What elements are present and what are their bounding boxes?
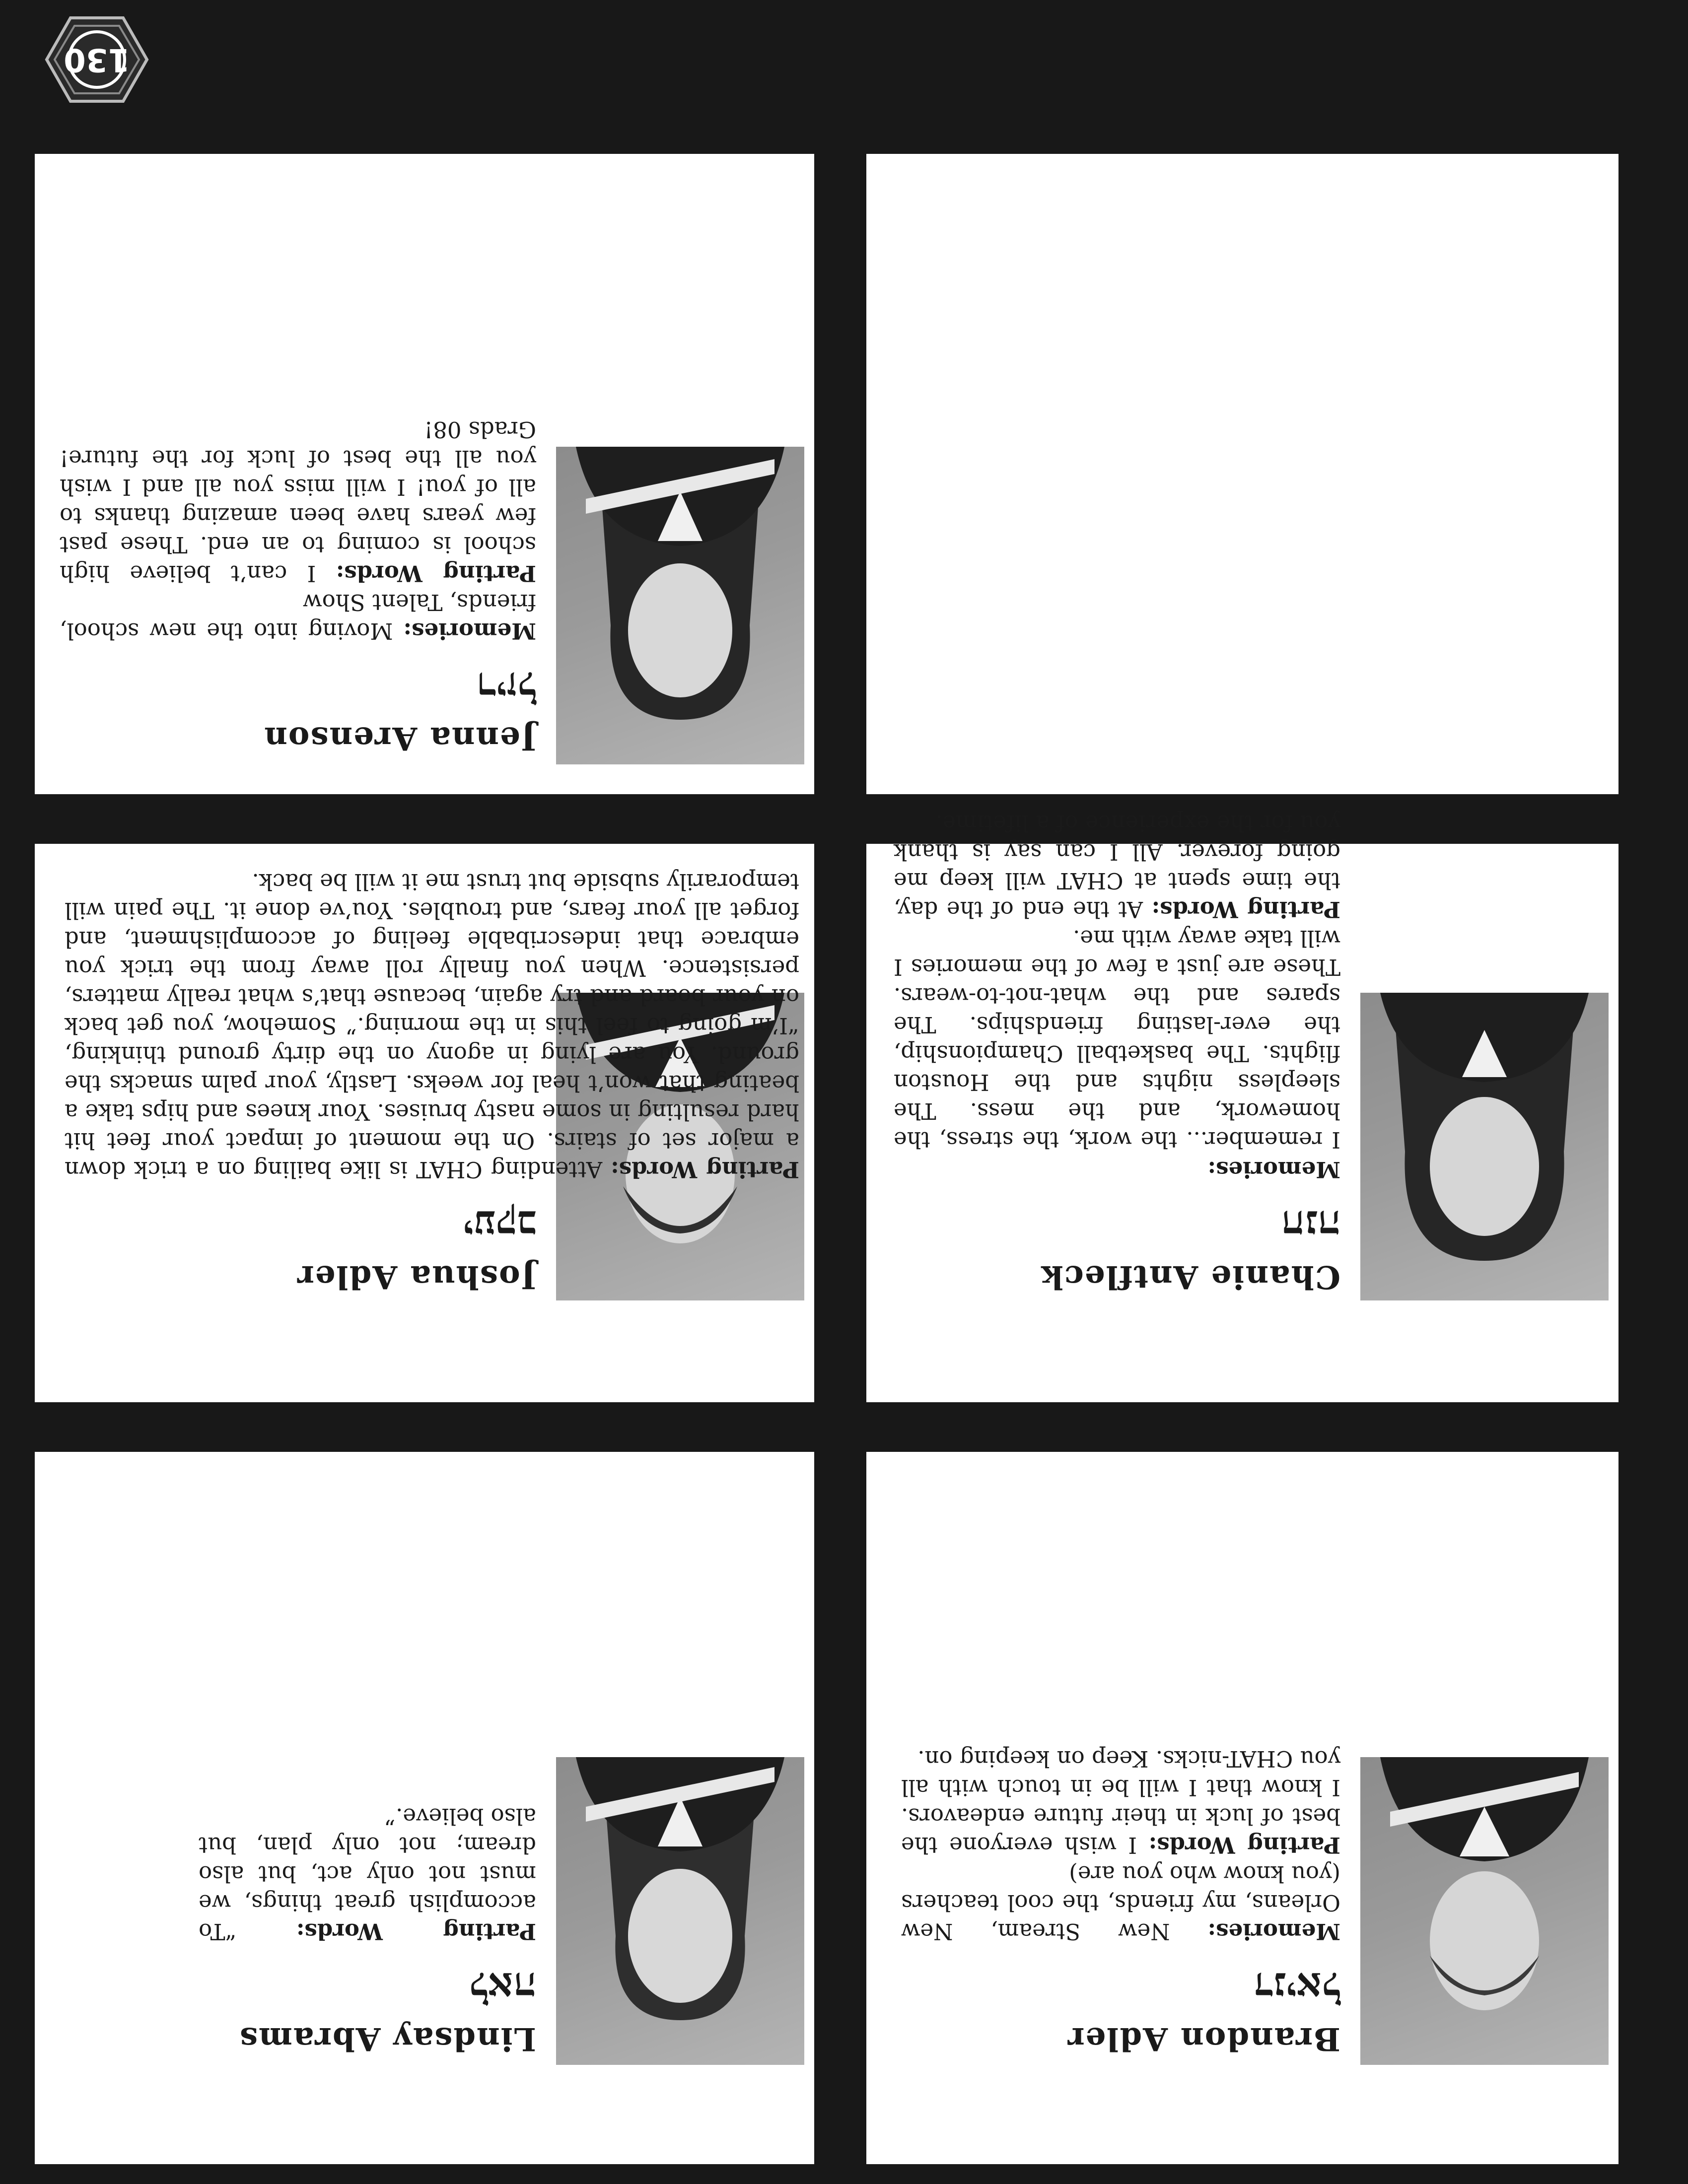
hebrew-name: חנה	[1281, 1202, 1340, 1248]
frame-bottom	[0, 0, 1688, 154]
memories-text: Moving into the new school, friends, Talent Show	[60, 589, 536, 644]
portrait-photo-jenna	[556, 447, 804, 764]
student-card-jenna	[35, 154, 814, 794]
card-text-upper	[65, 867, 799, 1184]
parting-words-text: Attending CHAT is like bailing on a trick down a major set of stairs. On the moment of impact your feet hit hard resulting in some nasty bruises. Your knees and hips take a beating that won’t heal for weeks. Lastly, your palm smacks the ground. You are lying in agony on the dirty ground thinking, “I’m going to feel this in the morning.” Somehow, you get back on your board and try again, because that’s what really matters, persistence. When you finally roll away from the trick you embrace that indescribable feeling of accomplishment, and forget all your fears, and troubles. You’ve done it. The pain will temporarily subside but trust me it will be back.	[65, 869, 799, 1183]
memories-label: Memories:	[1207, 1918, 1340, 1945]
student-name: Chanie Antfleck	[1040, 1258, 1340, 1296]
portrait-photo-icon	[1360, 1757, 1609, 2065]
portrait-photo-chanie	[1360, 993, 1609, 1300]
student-name: Joshua Adler	[296, 1258, 536, 1296]
page-number: 130	[64, 41, 130, 78]
parting-words-label: Parting Words:	[1148, 1832, 1340, 1858]
student-card-brandon	[866, 1452, 1618, 2164]
card-text-upper	[894, 1155, 1340, 1184]
parting-words-label: Parting Words:	[1151, 896, 1340, 923]
page-number-badge	[45, 15, 149, 104]
hebrew-name: דניאל	[1254, 1964, 1340, 2010]
parting-words-text: At the end of the day, the time spent at CHAT will keep me going forever. All I can say is thank you for the experience of a lifetime.	[894, 810, 1340, 923]
parting-words-label: Parting Words:	[336, 560, 536, 587]
gutter-horizontal-2	[35, 794, 1618, 844]
portrait-photo-brandon	[1360, 1757, 1609, 2065]
parting-words-text: I can’t believe high school is coming to an end. These past few years have been amazing thanks to all of you! I will miss you all and I wish you all the best of luck for the future! Grads 08!	[60, 416, 536, 587]
portrait-photo-icon	[1360, 993, 1609, 1300]
student-card-chanie	[866, 810, 1618, 1402]
portrait-photo-icon	[556, 447, 804, 764]
parting-words-label: Parting Words:	[611, 1157, 799, 1183]
student-card-lindsay	[35, 1452, 814, 2164]
memories-text: I remember... the work, the stress, the homework, and the mess. The sleepless nights and the Houston flights. The basketball Championship, the ever-lasting friendships. The spares and the what-not-to-wears. These are just a few of the memories I will take away with me.	[894, 925, 1340, 1153]
hebrew-name: יעקב	[463, 1202, 536, 1248]
memories-label: Memories:	[403, 618, 536, 644]
student-name: Lindsay Abrams	[239, 2020, 536, 2057]
parting-words-text: I wish everyone the best of luck in their future endeavors. I know that I will be in touch with all you CHAT-nicks. Keep on keeping on.	[901, 1746, 1340, 1858]
frame-right	[0, 0, 35, 2184]
student-name: Jenna Arenson	[263, 720, 536, 757]
gutter-horizontal-1	[35, 1402, 1618, 1452]
card-text-lower	[894, 809, 1340, 1154]
student-card-joshua	[35, 844, 814, 1402]
portrait-photo-lindsay	[556, 1757, 804, 2065]
memories-text: New Stream, New Orleans, my friends, the cool teachers (you know who you are)	[901, 1861, 1340, 1945]
parting-words-label: Parting Words:	[296, 1918, 536, 1945]
student-name: Brandon Adler	[1066, 2020, 1340, 2057]
hebrew-name: לאה	[469, 1964, 536, 2010]
portrait-photo-icon	[556, 1757, 804, 2065]
gutter-vertical	[814, 149, 866, 2184]
card-text-upper	[60, 415, 536, 645]
card-text-upper	[901, 1744, 1340, 1946]
parting-words-text: “To accomplish great things, we must not only act, but also dream; not only plan, but also believe.”	[199, 1803, 536, 1945]
frame-left	[1618, 0, 1688, 2184]
memories-label: Memories:	[1207, 1157, 1340, 1183]
card-text-upper	[199, 1802, 536, 1946]
hebrew-name: ריזל	[477, 663, 536, 710]
